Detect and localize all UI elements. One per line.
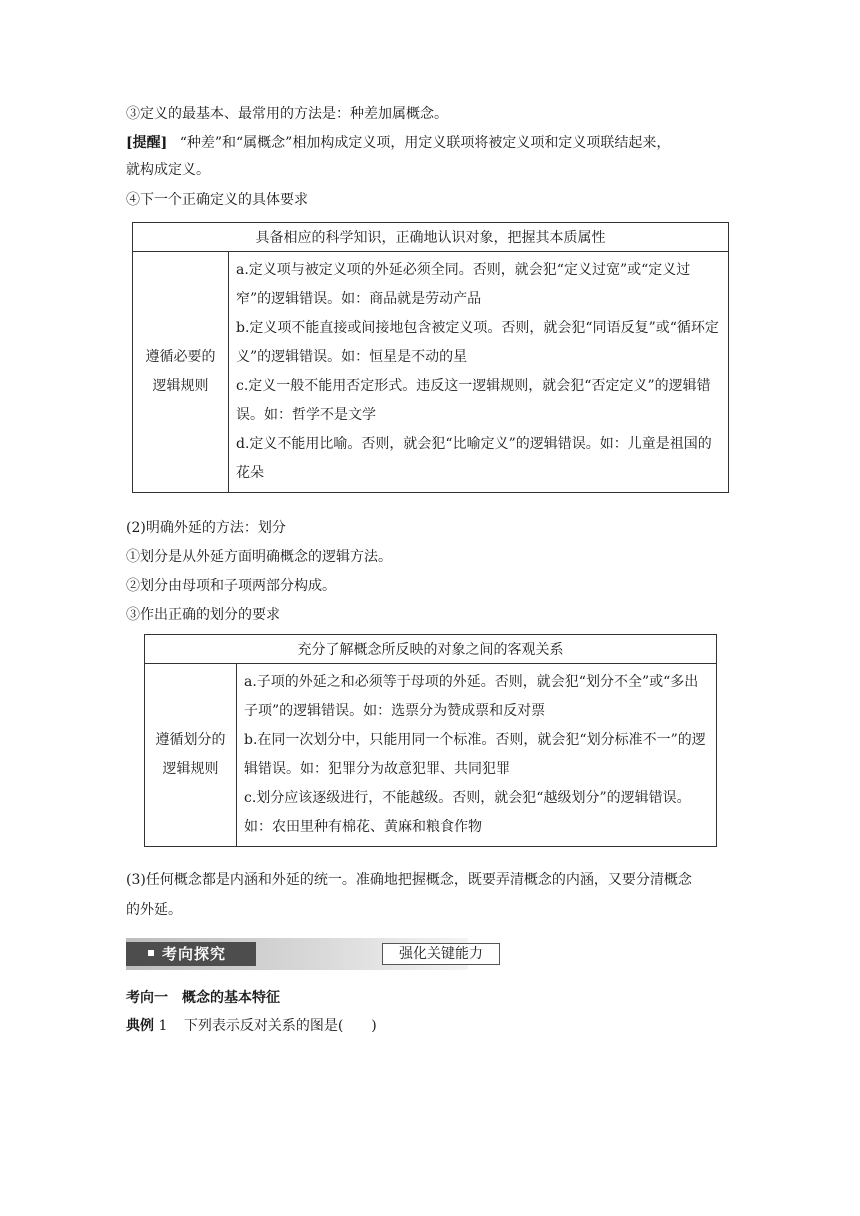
reminder-paragraph	[126, 133, 670, 153]
label-line: 逻辑规则	[162, 761, 219, 777]
definition-requirements-title: ④下一个正确定义的具体要求	[126, 192, 308, 208]
division-heading: (2)明确外延的方法：划分	[126, 520, 286, 536]
rule-item: b.定义项不能直接或间接地包含被定义项。否则，就会犯“同语反复”或“循环定义”的逻辑错误。如：恒星是不动的星	[236, 320, 719, 365]
summary-line: (3)任何概念都是内涵和外延的统一。准确地把握概念，既要弄清概念的内涵，又要分清概念	[126, 872, 692, 888]
table-row	[133, 252, 729, 493]
table-header: 充分了解概念所反映的对象之间的客观关系	[145, 635, 717, 664]
division-rules-table	[144, 634, 717, 847]
question-text: 下列表示反对关系的图是( )	[183, 1018, 377, 1034]
table-rules-cell	[229, 252, 729, 493]
reminder-tag: [提醒]	[126, 135, 168, 151]
reminder-text: “种差”和“属概念”相加构成定义项，用定义联项将被定义项和定义项联结起来，	[179, 135, 671, 151]
rule-item: c.定义一般不能用否定形式。违反这一逻辑规则，就会犯“否定定义”的逻辑错误。如：哲学不是文学	[236, 378, 711, 423]
division-point-3: ③作出正确的划分的要求	[126, 607, 280, 623]
summary-line-continued: 的外延。	[126, 902, 182, 918]
rule-item: d.定义不能用比喻。否则，就会犯“比喻定义”的逻辑错误。如：儿童是祖国的花朵	[236, 436, 712, 481]
label-line: 逻辑规则	[152, 378, 209, 394]
rule-item: a.定义项与被定义项的外延必须全同。否则，就会犯“定义过宽”或“定义过窄”的逻辑错误。如：商品就是劳动产品	[236, 262, 691, 307]
label-line: 遵循划分的	[155, 732, 226, 748]
rule-item: b.在同一次划分中，只能用同一个标准。否则，就会犯“划分标准不一”的逻辑错误。如：犯罪分为故意犯罪、共同犯罪	[244, 732, 706, 777]
label-line: 遵循必要的	[145, 349, 216, 365]
rule-item: c.划分应该逐级进行，不能越级。否则，就会犯“越级划分”的逻辑错误。如：农田里种有棉花、黄麻和粮食作物	[244, 790, 691, 835]
reminder-text-continued: 就构成定义。	[126, 162, 210, 178]
example-question	[126, 1016, 377, 1036]
section-banner	[126, 938, 483, 970]
table-row	[133, 223, 729, 252]
table-row-label	[133, 252, 229, 493]
rule-item: a.子项的外延之和必须等于母项的外延。否则，就会犯“划分不全”或“多出子项”的逻辑错误。如：选票分为赞成票和反对票	[244, 674, 699, 719]
example-number: 1	[158, 1018, 168, 1034]
division-point-1: ①划分是从外延方面明确概念的逻辑方法。	[126, 549, 392, 565]
table-header: 具备相应的科学知识，正确地认识对象，把握其本质属性	[133, 223, 729, 252]
banner-title: 考向探究	[162, 945, 227, 963]
table-row-label	[145, 664, 237, 847]
topic-heading: 考向一 概念的基本特征	[126, 990, 280, 1006]
definition-method-line: ③定义的最基本、最常用的方法是：种差加属概念。	[126, 106, 448, 122]
division-point-2: ②划分由母项和子项两部分构成。	[126, 578, 336, 594]
definition-rules-table	[132, 222, 729, 493]
banner-subtitle: 强化关键能力	[382, 943, 500, 965]
table-row	[145, 635, 717, 664]
square-bullet-icon	[148, 950, 154, 956]
table-row	[145, 664, 717, 847]
table-rules-cell	[237, 664, 717, 847]
example-tag: 典例	[126, 1018, 154, 1034]
